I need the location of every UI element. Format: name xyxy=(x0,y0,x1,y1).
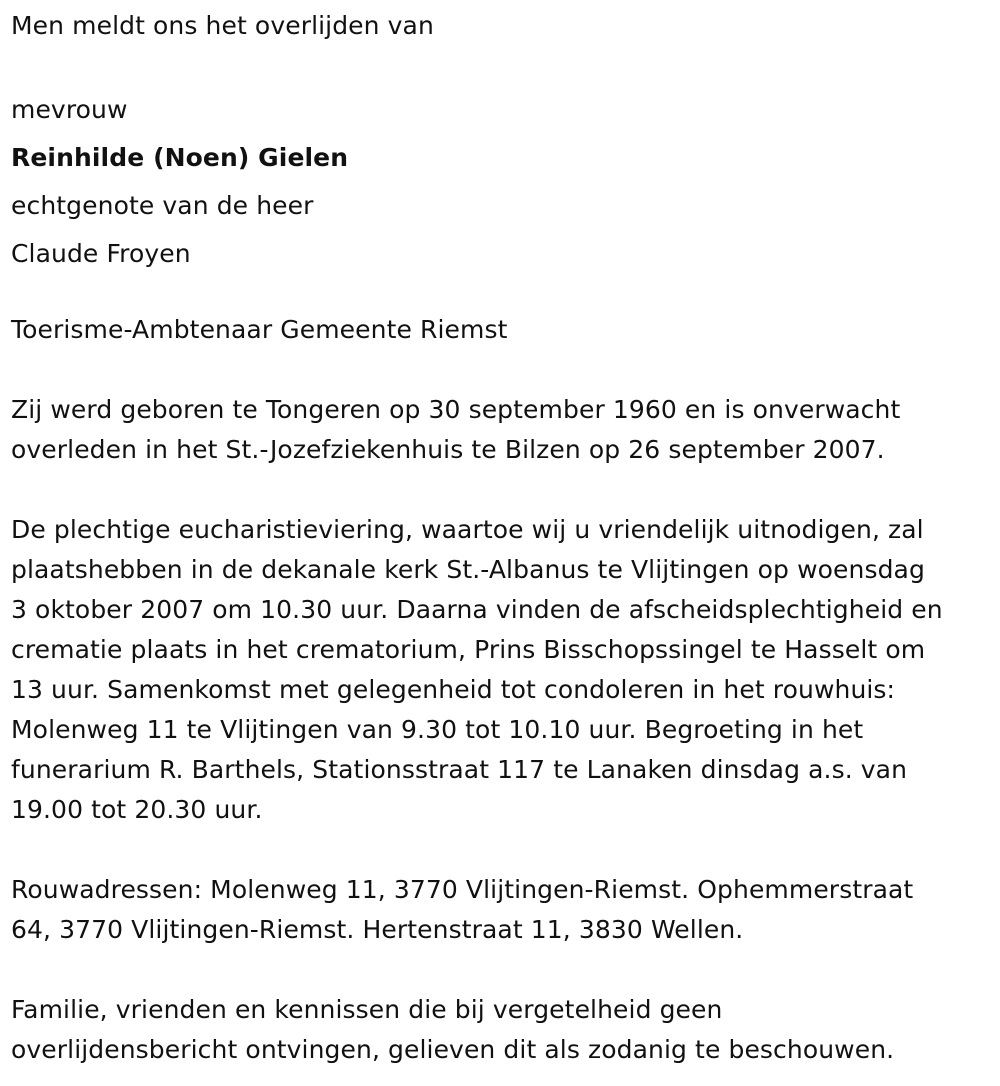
deceased-block xyxy=(11,86,991,278)
paragraph-line: Rouwadressen: Molenweg 11, 3770 Vlijtingen-Riemst. Ophemmerstraat xyxy=(11,875,914,904)
occupation: Toerisme-Ambtenaar Gemeente Riemst xyxy=(11,315,508,344)
paragraph-line: Zij werd geboren te Tongeren op 30 september 1960 en is onverwacht xyxy=(11,395,901,424)
paragraph-line: 64, 3770 Vlijtingen-Riemst. Hertenstraat 11, 3830 Wellen. xyxy=(11,915,744,944)
intro-text: Men meldt ons het overlijden van xyxy=(11,11,434,40)
paragraph-line: plaatshebben in de dekanale kerk St.-Albanus te Vlijtingen op woensdag xyxy=(11,555,925,584)
closing-paragraph xyxy=(11,990,991,1070)
honorific: mevrouw xyxy=(11,95,128,124)
paragraph-line: crematie plaats in het crematorium, Prins Bisschopssingel te Hasselt om xyxy=(11,635,926,664)
paragraph-line: 19.00 tot 20.30 uur. xyxy=(11,795,263,824)
paragraph-line: De plechtige eucharistieviering, waartoe wij u vriendelijk uitnodigen, zal xyxy=(11,515,924,544)
occupation-paragraph xyxy=(11,310,991,350)
deceased-name: Reinhilde (Noen) Gielen xyxy=(11,143,349,172)
spouse-name: Claude Froyen xyxy=(11,239,191,268)
ceremony-paragraph xyxy=(11,510,991,830)
death-notice xyxy=(11,0,991,1070)
paragraph-line: Familie, vrienden en kennissen die bij vergetelheid geen xyxy=(11,995,723,1024)
paragraph-line: overlijdensbericht ontvingen, gelieven dit als zodanig te beschouwen. xyxy=(11,1035,895,1064)
paragraph-line: 3 oktober 2007 om 10.30 uur. Daarna vinden de afscheidsplechtigheid en xyxy=(11,595,943,624)
birth-death-paragraph xyxy=(11,390,991,470)
addresses-paragraph xyxy=(11,870,991,950)
paragraph-line: overleden in het St.-Jozefziekenhuis te Bilzen op 26 september 2007. xyxy=(11,435,885,464)
paragraph-line: 13 uur. Samenkomst met gelegenheid tot condoleren in het rouwhuis: xyxy=(11,675,896,704)
paragraph-line: funerarium R. Barthels, Stationsstraat 117 te Lanaken dinsdag a.s. van xyxy=(11,755,908,784)
spouse-label: echtgenote van de heer xyxy=(11,191,314,220)
paragraph-line: Molenweg 11 te Vlijtingen van 9.30 tot 10.10 uur. Begroeting in het xyxy=(11,715,864,744)
